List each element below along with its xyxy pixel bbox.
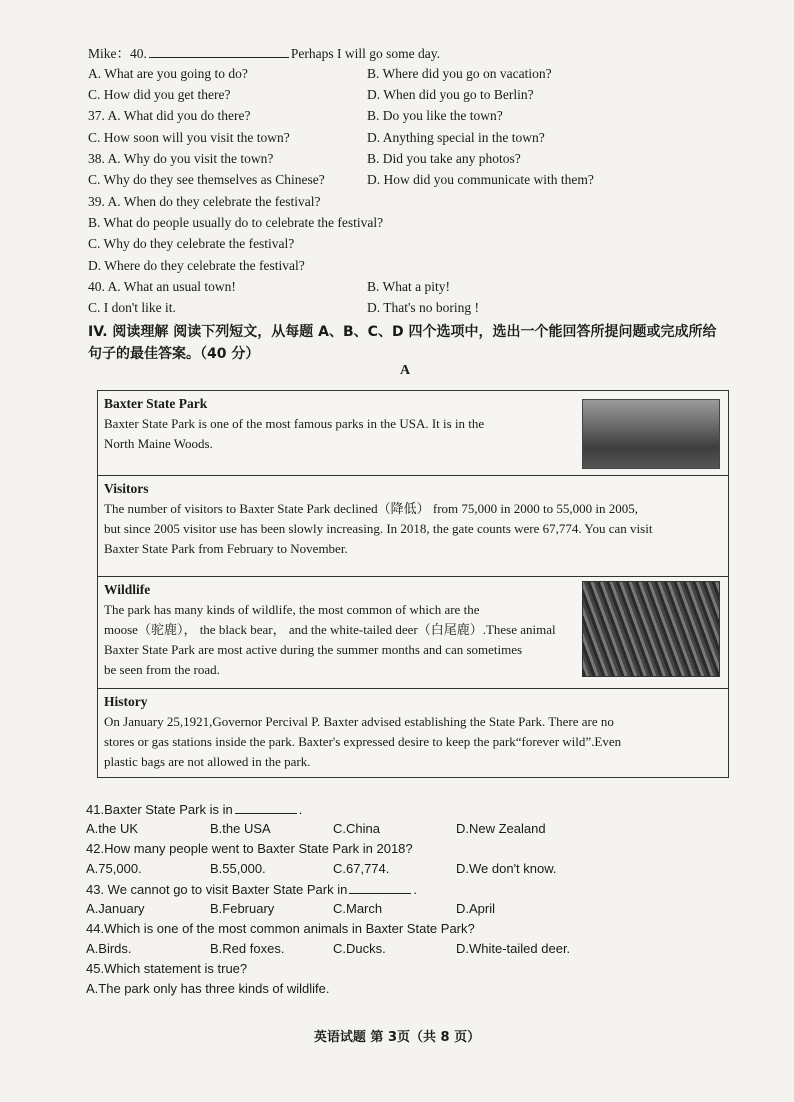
section-heading: IV. 阅读理解 阅读下列短文，从每题 A、B、C、D 四个选项中，选出一个能回答所提问题或完成所给句子的最佳答案。（40 分） bbox=[88, 324, 717, 362]
q38-option-b: B. Did you take any photos? bbox=[367, 151, 521, 166]
q37-option-d: D. Anything special in the town? bbox=[367, 130, 545, 145]
q44-option-b: B.Red foxes. bbox=[210, 941, 285, 956]
q44-option-a: A.Birds. bbox=[86, 941, 132, 956]
answer-blank-41 bbox=[235, 800, 297, 814]
mike-line bbox=[88, 44, 440, 63]
q41-option-c: C.China bbox=[333, 821, 380, 836]
park-title: Baxter State Park bbox=[104, 396, 208, 411]
q41-stem: 41.Baxter State Park is in . bbox=[86, 802, 303, 817]
park-cell bbox=[98, 391, 728, 476]
q42-option-a: A.75,000. bbox=[86, 861, 142, 876]
q38-option-c: C. Why do they see themselves as Chinese? bbox=[88, 172, 325, 187]
q37-option-a: 37. A. What did you do there? bbox=[88, 108, 251, 123]
q36-option-d: D. When did you go to Berlin? bbox=[367, 87, 534, 102]
q39-option-d: D. Where do they celebrate the festival? bbox=[88, 258, 305, 273]
q39-option-b: B. What do people usually do to celebrate the festival? bbox=[88, 215, 384, 230]
q39-option-c: C. Why do they celebrate the festival? bbox=[88, 236, 295, 251]
q37-option-c: C. How soon will you visit the town? bbox=[88, 130, 290, 145]
q44-option-d: D.White-tailed deer. bbox=[456, 941, 571, 956]
park-text-2: North Maine Woods. bbox=[104, 436, 213, 451]
q40-option-d: D. That's no boring ! bbox=[367, 300, 480, 315]
q37-option-b: B. Do you like the town? bbox=[367, 108, 503, 123]
park-photo bbox=[582, 399, 720, 469]
visitors-text-1: The number of visitors to Baxter State Park declined（降低） from 75,000 in 2000 to 55,000 in 2005, bbox=[104, 501, 639, 516]
q41-option-d: D.New Zealand bbox=[456, 821, 546, 836]
q43-stem: 43. We cannot go to visit Baxter State Park in . bbox=[86, 882, 417, 897]
q43-option-a: A.January bbox=[86, 901, 145, 916]
wildlife-text-1: The park has many kinds of wildlife, the most common of which are the bbox=[104, 602, 480, 617]
wildlife-cell bbox=[98, 577, 728, 689]
q41-option-a: A.the UK bbox=[86, 821, 139, 836]
q42-stem: 42.How many people went to Baxter State Park in 2018? bbox=[86, 841, 413, 856]
passage-label: A bbox=[400, 363, 411, 378]
visitors-text-3: Baxter State Park from February to November. bbox=[104, 541, 348, 556]
q36-option-b: B. Where did you go on vacation? bbox=[367, 66, 552, 81]
q40-option-b: B. What a pity! bbox=[367, 279, 450, 294]
q45-stem: 45.Which statement is true? bbox=[86, 961, 248, 976]
q44-stem: 44.Which is one of the most common animals in Baxter State Park? bbox=[86, 921, 475, 936]
park-info-table bbox=[97, 390, 729, 778]
answer-blank-40 bbox=[149, 44, 289, 58]
q41-option-b: B.the USA bbox=[210, 821, 271, 836]
q42-option-c: C.67,774. bbox=[333, 861, 390, 876]
q36-option-a: A. What are you going to do? bbox=[88, 66, 248, 81]
answer-blank-43 bbox=[349, 880, 411, 894]
q38-option-d: D. How did you communicate with them? bbox=[367, 172, 594, 187]
park-text-1: Baxter State Park is one of the most famous parks in the USA. It is in the bbox=[104, 416, 485, 431]
mike-suffix: Perhaps I will go some day. bbox=[290, 46, 440, 61]
q38-option-a: 38. A. Why do you visit the town? bbox=[88, 151, 274, 166]
history-text-2: stores or gas stations inside the park. Baxter's expressed desire to keep the park“forever wild”.Even bbox=[104, 734, 622, 749]
wildlife-text-2: moose（驼鹿）， the black bear， and the white-tailed deer（白尾鹿）.These animal bbox=[104, 622, 556, 637]
wildlife-title: Wildlife bbox=[104, 582, 151, 597]
q43-option-b: B.February bbox=[210, 901, 275, 916]
q39-option-a: 39. A. When do they celebrate the festival? bbox=[88, 194, 321, 209]
mike-prefix: Mike：40. bbox=[88, 46, 147, 61]
q42-option-d: D.We don't know. bbox=[456, 861, 557, 876]
q36-option-c: C. How did you get there? bbox=[88, 87, 231, 102]
history-text-3: plastic bags are not allowed in the park. bbox=[104, 754, 311, 769]
page-footer: 英语试题 第 3页（共 8 页） bbox=[313, 1030, 481, 1045]
q40-option-c: C. I don't like it. bbox=[88, 300, 176, 315]
history-title: History bbox=[104, 694, 148, 709]
history-text-1: On January 25,1921,Governor Percival P. Baxter advised establishing the State Park. There are no bbox=[104, 714, 614, 729]
q43-option-c: C.March bbox=[333, 901, 383, 916]
q40-option-a: 40. A. What an usual town! bbox=[88, 279, 236, 294]
wildlife-text-3: Baxter State Park are most active during the summer months and can sometimes bbox=[104, 642, 523, 657]
history-cell bbox=[98, 689, 728, 776]
visitors-cell bbox=[98, 476, 728, 577]
visitors-text-2: but since 2005 visitor use has been slowly increasing. In 2018, the gate counts were 67,774. You can visit bbox=[104, 521, 653, 536]
q45-option-a: A.The park only has three kinds of wildlife. bbox=[86, 981, 330, 996]
visitors-title: Visitors bbox=[104, 481, 149, 496]
q42-option-b: B.55,000. bbox=[210, 861, 266, 876]
q43-option-d: D.April bbox=[456, 901, 496, 916]
wildlife-photo bbox=[582, 581, 720, 677]
q44-option-c: C.Ducks. bbox=[333, 941, 386, 956]
wildlife-text-4: be seen from the road. bbox=[104, 662, 220, 677]
